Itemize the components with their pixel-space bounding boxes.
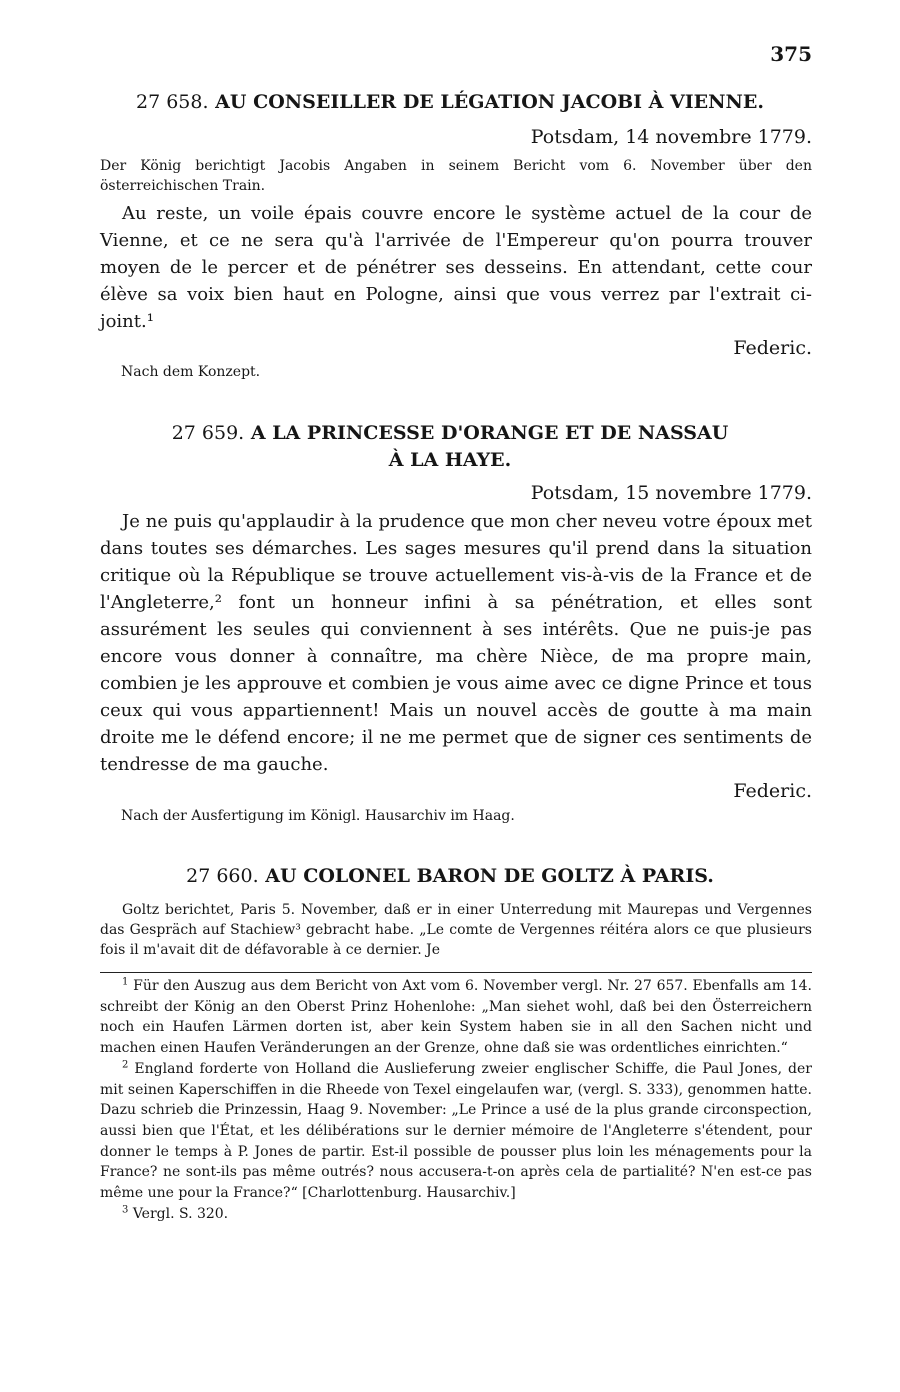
- footnote: [100, 1059, 812, 1204]
- signature: Federic.: [733, 337, 812, 359]
- footnote-marker: 2: [122, 1059, 129, 1071]
- page-number: 375: [770, 42, 812, 66]
- source-note: Nach dem Konzept.: [121, 364, 261, 380]
- letter-heading: [0, 419, 900, 447]
- footnote-text: Vergl. S. 320.: [132, 1205, 229, 1222]
- footnote: [100, 976, 812, 1059]
- letter-title-line2: À LA HAYE.: [388, 449, 512, 471]
- letter-number: 27 658.: [136, 91, 209, 113]
- signature: Federic.: [733, 780, 812, 802]
- letter-heading: [0, 88, 900, 116]
- letter-title: AU COLONEL BARON DE GOLTZ À PARIS.: [265, 865, 714, 887]
- letter-title: A LA PRINCESSE D'ORANGE ET DE NASSAU: [250, 422, 729, 444]
- letter-number: 27 659.: [171, 422, 245, 444]
- footnote-text: England forderte von Holland die Auslieferung zweier englischer Schiffe, die Paul Jones, der mit seinen Kaperschiffen in die Rheede von Texel eingelaufen war, (vergl. S. 333), genommen hatte. Dazu schrieb die Prinzessin, Haag 9. November: „Le Prince a usé de la plus grande circonspection, aussi bien que l'État, et les délibérations sur le dernier mémoire de l'Angleterre s'étendent, pour donner le temps à P. Jones de partir. Est-il possible de pousser plus loin les ménagements pour la France? ne sont-ils pas même outrés? nous accusera-t-on après cela de partialité? N'en est-ce pas même une pour la France?“ [Charlottenburg. Hausarchiv.]: [100, 1060, 812, 1202]
- letter-title: AU CONSEILLER DE LÉGATION JACOBI À VIENNE.: [215, 91, 764, 113]
- footnote-marker: 1: [122, 976, 129, 988]
- footnote-marker: 3: [122, 1204, 129, 1216]
- letter-summary: Der König berichtigt Jacobis Angaben in seinem Bericht vom 6. November über den österreichischen Train.: [100, 158, 812, 194]
- letter-body: Je ne puis qu'applaudir à la prudence que mon cher neveu votre époux met dans toutes ses démarches. Les sages mesures qu'il prend dans la situation critique où la République se trouve actuellement vis-à-vis de la France et de l'Angleterre,² font un honneur infini à sa pénétration, et elles sont assurément les seules qui conviennent à ses intérêts. Que ne puis-je pas encore vous donner à connaître, ma chère Nièce, de ma propre main, combien je les approuve et combien je vous aime avec ce digne Prince et tous ceux qui vous appartiennent! Mais un nouvel accès de goutte à ma main droite me le défend encore; il ne me permet que de signer ces sentiments de tendresse de ma gauche.: [100, 511, 812, 775]
- footnote: [100, 1204, 812, 1225]
- source-note: Nach der Ausfertigung im Königl. Hausarchiv im Haag.: [121, 808, 515, 824]
- footnotes: [100, 976, 812, 1224]
- dateline: Potsdam, 15 novembre 1779.: [530, 482, 812, 504]
- letter-heading: [0, 862, 900, 890]
- dateline: Potsdam, 14 novembre 1779.: [530, 126, 812, 148]
- letter-body: Au reste, un voile épais couvre encore le système actuel de la cour de Vienne, et ce ne sera qu'à l'arrivée de l'Empereur qu'on pourra trouver moyen de le percer et de pénétrer ses desseins. En attendant, cette cour élève sa voix bien haut en Pologne, ainsi que vous verrez par l'extrait ci-joint.¹: [100, 203, 812, 332]
- footnote-divider: [100, 972, 812, 973]
- footnote-text: Für den Auszug aus dem Bericht von Axt vom 6. November vergl. Nr. 27 657. Ebenfalls am 14. schreibt der König an den Oberst Prinz Hohenlohe: „Man siehet wohl, daß bei den Österreichern noch ein Haufen Lärmen dorten ist, aber kein System haben sie in all den Sachen nicht und machen einen Haufen Veränderungen an der Grenze, ohne daß sie was ordentliches einrichten.“: [100, 978, 812, 1057]
- letter-number: 27 660.: [186, 865, 259, 887]
- letter-summary: Goltz berichtet, Paris 5. November, daß er in einer Unterredung mit Maurepas und Vergennes das Gespräch auf Stachiew³ gebracht habe. „Le comte de Vergennes réitéra alors ce que plusieurs fois il m'avait dit de défavorable à ce dernier. Je: [100, 902, 812, 958]
